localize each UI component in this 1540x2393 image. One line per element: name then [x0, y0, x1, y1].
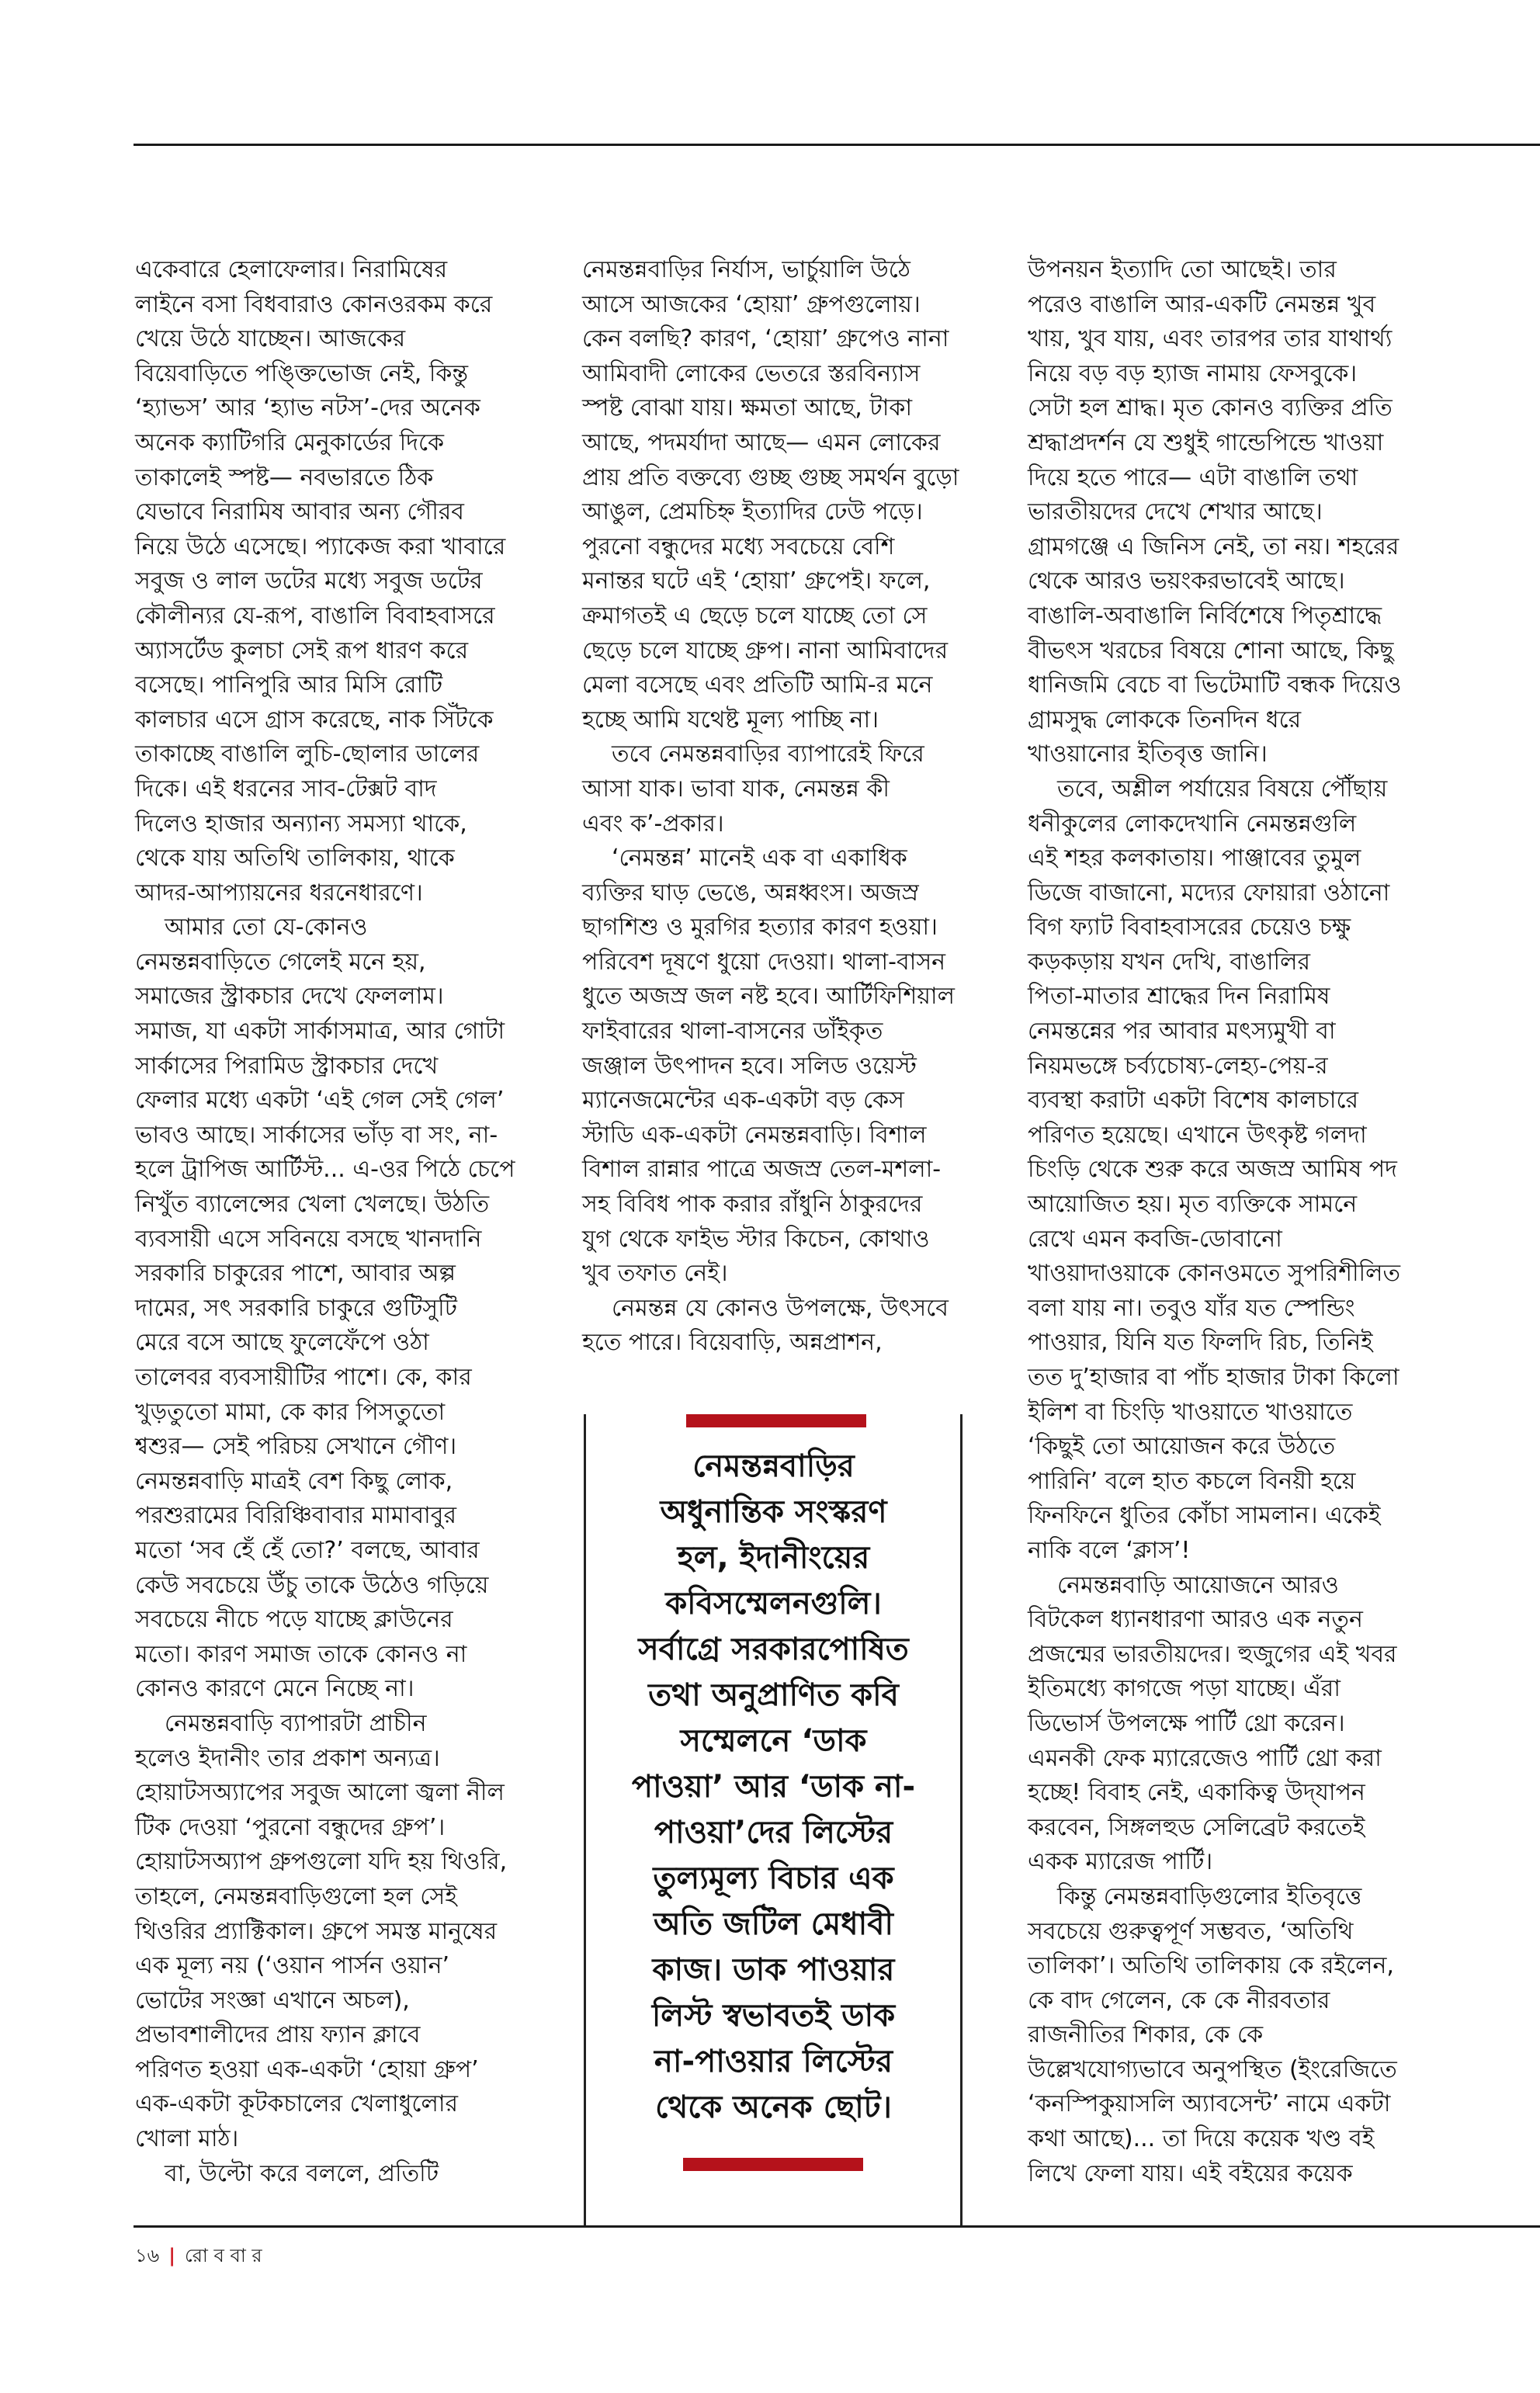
text-line: সবচেয়ে গুরুত্বপূর্ণ সম্ভবত, ‘অতিথি	[1028, 1917, 1354, 1945]
text-line: হতে পারে। বিয়েবাড়ি, অন্নপ্রাশন,	[582, 1329, 883, 1357]
text-line: কথা আছে)... তা দিয়ে কয়েক খণ্ড বই	[1028, 2125, 1375, 2153]
text-line: পরেও বাঙালি আর-একটি নেমন্তন্ন খুব	[1028, 290, 1376, 318]
text-line: অনেক ক্যাটিগরি মেনুকার্ডের দিকে	[135, 428, 445, 456]
text-line: আদর-আপ্যায়নের ধরনেধারণে।	[135, 879, 423, 907]
text-line: বাঙালি-অবাঙালি নির্বিশেষে পিতৃশ্রাদ্ধে	[1028, 602, 1382, 629]
text-line: শ্রদ্ধাপ্রদর্শন যে শুধুই গান্ডেপিন্ডে খাওয়া	[1028, 428, 1384, 456]
text-line: সেটা হল শ্রাদ্ধ। মৃত কোনও ব্যক্তির প্রতি	[1028, 394, 1393, 422]
text-line: অ্যাসর্টেড কুলচা সেই রূপ ধারণ করে	[135, 636, 469, 664]
text-line: ব্যবসায়ী এসে সবিনয়ে বসছে খানদানি	[135, 1225, 482, 1253]
text-line: ফেলার মধ্যে একটা ‘এই গেল সেই গেল’	[135, 1087, 505, 1115]
text-line: প্রায় প্রতি বক্তব্যে গুচ্ছ গুচ্ছ সমর্থন বুড়ো	[582, 463, 959, 491]
text-line: নেমন্তন্নবাড়ির নির্যাস, ভার্চুয়ালি উঠে	[582, 256, 910, 283]
text-line: পরিবেশ দূষণে ধুয়ো দেওয়া। থালা-বাসন	[582, 948, 946, 976]
text-line: নেমন্তন্নবাড়ি আয়োজনে আরও	[1057, 1571, 1339, 1599]
text-line: কোনও কারণে মেনে নিচ্ছে না।	[135, 1675, 414, 1703]
text-line: এক মূল্য নয় (‘ওয়ান পার্সন ওয়ান’	[135, 1952, 450, 1980]
text-line: সবুজ ও লাল ডটের মধ্যে সবুজ ডটের	[135, 567, 483, 595]
pull-quote	[586, 1444, 961, 2131]
text-line: তবে নেমন্তন্নবাড়ির ব্যাপারেই ফিরে	[612, 740, 924, 768]
text-line: সরকারি চাকুরের পাশে, আবার অল্প	[135, 1260, 456, 1288]
text-line: ইলিশ বা চিংড়ি খাওয়াতে খাওয়াতে	[1028, 1398, 1353, 1426]
pull-quote-line: তথা অনুপ্রাণিত কবি	[648, 1677, 899, 1713]
text-line: নেমন্তন্নের পর আবার মৎস্যমুখী বা	[1028, 1018, 1336, 1046]
text-line: দিয়ে হতে পারে— এটা বাঙালি তথা	[1028, 463, 1358, 491]
article-column-3	[1028, 253, 1431, 2191]
top-rule	[134, 144, 1540, 146]
text-line: স্পষ্ট বোঝা যায়। ক্ষমতা আছে, টাকা	[582, 394, 913, 422]
text-line: কড়কড়ায় যখন দেখি, বাঙালির	[1028, 948, 1310, 976]
text-line: রাজনীতির শিকার, কে কে	[1028, 2021, 1264, 2049]
text-line: খুড়তুতো মামা, কে কার পিসতুতো	[135, 1398, 446, 1426]
article-column-1	[135, 253, 539, 2191]
text-line: থিওরির প্র্যাক্টিকাল। গ্রুপে সমস্ত মানুষের	[135, 1917, 498, 1945]
text-line: বলা যায় না। তবুও যাঁর যত স্পেন্ডিং	[1028, 1294, 1355, 1322]
text-line: পরিণত হওয়া এক-একটা ‘হোয়া গ্রুপ’	[135, 2055, 479, 2083]
text-line: নিয়ে বড় বড় হ্যাজ নামায় ফেসবুকে।	[1028, 359, 1358, 387]
text-line: এই শহর কলকাতায়। পাঞ্জাবের তুমুল	[1028, 844, 1361, 872]
text-line: তাকালেই স্পষ্ট— নবভারতে ঠিক	[135, 463, 434, 491]
text-line: সমাজ, যা একটা সার্কাসমাত্র, আর গোটা	[135, 1018, 505, 1046]
article-column-2	[582, 253, 970, 1361]
text-line: বিটকেল ধ্যানধারণা আরও এক নতুন	[1028, 1606, 1363, 1634]
text-line: দিকে। এই ধরনের সাব-টেক্সট বাদ	[135, 775, 437, 803]
text-line: কিন্তু নেমন্তন্নবাড়িগুলোর ইতিবৃত্তে	[1057, 1882, 1362, 1910]
text-line: কৌলীন্যর যে-রূপ, বাঙালি বিবাহবাসরে	[135, 602, 495, 629]
text-line: খাওয়াদাওয়াকে কোনওমতে সুপরিশীলিত	[1028, 1260, 1400, 1288]
text-line: এমনকী ফেক ম্যারেজেও পার্টি থ্রো করা	[1028, 1744, 1382, 1772]
text-line: ভারতীয়দের দেখে শেখার আছে।	[1028, 498, 1323, 526]
text-line: দামের, সৎ সরকারি চাকুরে গুটিসুটি	[135, 1294, 458, 1322]
text-line: নিয়মভঙ্গে চর্ব্যচোষ্য-লেহ্য-পেয়-র	[1028, 1052, 1328, 1080]
text-line: হলেও ইদানীং তার প্রকাশ অন্যত্র।	[135, 1744, 440, 1772]
text-line: মতো ‘সব হেঁ হেঁ তো?’ বলছে, আবার	[135, 1536, 480, 1564]
text-line: নাকি বলে ‘ক্লাস’!	[1028, 1536, 1191, 1564]
pull-quote-line: পাওয়া’দের লিস্টের	[654, 1815, 893, 1850]
text-line: সবচেয়ে নীচে পড়ে যাচ্ছে ক্লাউনের	[135, 1606, 453, 1634]
pull-quote-line: কাজ। ডাক পাওয়ার	[652, 1952, 895, 1988]
text-line: ‘হ্যাভস’ আর ‘হ্যাভ নটস’-দের অনেক	[135, 394, 480, 422]
text-line: লিখে ফেলা যায়। এই বইয়ের কয়েক	[1028, 2159, 1353, 2187]
text-line: ভাবও আছে। সার্কাসের ভাঁড় বা সং, না-	[135, 1121, 498, 1149]
text-line: পিতা-মাতার শ্রাদ্ধের দিন নিরামিষ	[1028, 983, 1330, 1011]
page-footer	[135, 2242, 262, 2273]
text-line: তত দু’হাজার বা পাঁচ হাজার টাকা কিলো	[1028, 1364, 1400, 1391]
text-line: শ্বশুর— সেই পরিচয় সেখানে গৌণ।	[135, 1433, 457, 1461]
text-line: পাওয়ার, যিনি যত ফিলদি রিচ, তিনিই	[1028, 1329, 1373, 1357]
text-line: আসে আজকের ‘হোয়া’ গ্রুপগুলোয়।	[582, 290, 921, 318]
text-line: আঙুল, প্রেমচিহ্ন ইত্যাদির ঢেউ পড়ে।	[582, 498, 923, 526]
text-line: খুব তফাত নেই।	[582, 1260, 728, 1288]
text-line: পরিণত হয়েছে। এখানে উৎকৃষ্ট গলদা	[1028, 1121, 1367, 1149]
text-line: খায়, খুব যায়, এবং তারপর তার যাথার্থ্য	[1028, 325, 1393, 353]
text-line: ইতিমধ্যে কাগজে পড়া যাচ্ছে। এঁরা	[1028, 1675, 1341, 1703]
text-line: কালচার এসে গ্রাস করেছে, নাক সিঁটকে	[135, 706, 494, 734]
pull-quote-line: লিস্ট স্বভাবতই ডাক	[651, 1998, 896, 2034]
text-line: আয়োজিত হয়। মৃত ব্যক্তিকে সামনে	[1028, 1191, 1358, 1219]
text-line: দিলেও হাজার অন্যান্য সমস্যা থাকে,	[135, 810, 467, 838]
pull-quote-line: নেমন্তন্নবাড়ির	[692, 1448, 855, 1484]
pull-quote-top-bar	[686, 1414, 866, 1427]
text-line: লাইনে বসা বিধবারাও কোনওরকম করে	[135, 290, 493, 318]
text-line: ক্রমাগতই এ ছেড়ে চলে যাচ্ছে তো সে	[582, 602, 928, 629]
text-line: ম্যানেজমেন্টের এক-একটা বড় কেস	[582, 1087, 904, 1115]
text-line: যেভাবে নিরামিষ আবার অন্য গৌরব	[135, 498, 464, 526]
text-line: ‘নেমন্তন্ন’ মানেই এক বা একাধিক	[612, 844, 907, 872]
pull-quote-line: হল, ইদানীংয়ের	[677, 1540, 870, 1576]
pull-quote-line: কবিসম্মেলনগুলি।	[665, 1586, 882, 1621]
text-line: থেকে আরও ভয়ংকরভাবেই আছে।	[1028, 567, 1345, 595]
text-line: খেয়ে উঠে যাচ্ছেন। আজকের	[135, 325, 406, 353]
pull-quote-line: না-পাওয়ার লিস্টের	[654, 2044, 893, 2079]
text-line: সার্কাসের পিরামিড স্ট্রাকচার দেখে	[135, 1052, 439, 1080]
text-line: ‘কনস্পিকুয়াসলি অ্যাবসেন্ট’ নামে একটা	[1028, 2090, 1391, 2118]
text-line: হোয়াটসঅ্যাপ গ্রুপগুলো যদি হয় থিওরি,	[135, 1848, 508, 1876]
bottom-rule	[134, 2225, 1540, 2228]
text-line: নিখুঁত ব্যালেন্সের খেলা খেলছে। উঠতি	[135, 1191, 490, 1219]
text-line: তবে, অশ্লীল পর্যায়ের বিষয়ে পৌঁছায়	[1057, 775, 1388, 803]
text-line: বিশাল রান্নার পাত্রে অজস্র তেল-মশলা-	[582, 1156, 942, 1184]
text-line: হচ্ছে! বিবাহ নেই, একাকিত্ব উদ্‌যাপন	[1028, 1779, 1365, 1807]
text-line: পারিনি’ বলে হাত কচলে বিনয়ী হয়ে	[1028, 1467, 1356, 1495]
pull-quote-bottom-bar	[683, 2158, 863, 2171]
text-line: একক ম্যারেজ পার্টি।	[1028, 1848, 1213, 1876]
text-line: ব্যক্তির ঘাড় ভেঙে, অন্নধ্বংস। অজস্র	[582, 879, 919, 907]
text-line: ছাগশিশু ও মুরগির হত্যার কারণ হওয়া।	[582, 914, 938, 942]
text-line: বীভৎস খরচের বিষয়ে শোনা আছে, কিছু	[1028, 636, 1394, 664]
text-line: ডিভোর্স উপলক্ষে পার্টি থ্রো করেন।	[1028, 1709, 1345, 1737]
text-line: করবেন, সিঙ্গলহুড সেলিব্রেট করতেই	[1028, 1813, 1365, 1841]
text-line: উপনয়ন ইত্যাদি তো আছেই। তার	[1028, 256, 1337, 283]
text-line: প্রভাবশালীদের প্রায় ফ্যান ক্লাবে	[135, 2021, 421, 2049]
text-line: প্রজন্মের ভারতীয়দের। হুজুগের এই খবর	[1028, 1640, 1397, 1668]
text-line: সমাজের স্ট্রাকচার দেখে ফেললাম।	[135, 983, 444, 1011]
footer-separator: |	[168, 2245, 175, 2266]
text-line: ধুতে অজস্র জল নষ্ট হবে। আর্টিফিশিয়াল	[582, 983, 955, 1011]
text-line: বিগ ফ্যাট বিবাহবাসরের চেয়েও চক্ষু	[1028, 914, 1351, 942]
text-line: তালিকা’। অতিথি তালিকায় কে রইলেন,	[1028, 1952, 1394, 1980]
pull-quote-line: তুল্যমূল্য বিচার এক	[653, 1861, 894, 1896]
text-line: এবং ক’-প্রকার।	[582, 810, 724, 838]
text-line: মেলা বসেছে এবং প্রতিটি আমি-র মনে	[582, 671, 933, 699]
text-line: সহ বিবিধ পাক করার রাঁধুনি ঠাকুরদের	[582, 1191, 923, 1219]
text-line: থেকে যায় অতিথি তালিকায়, থাকে	[135, 844, 455, 872]
text-line: পুরনো বন্ধুদের মধ্যে সবচেয়ে বেশি	[582, 532, 895, 560]
text-line: তাহলে, নেমন্তন্নবাড়িগুলো হল সেই	[135, 1882, 457, 1910]
text-line: আসা যাক। ভাবা যাক, নেমন্তন্ন কী	[582, 775, 890, 803]
text-line: কে বাদ গেলেন, কে কে নীরবতার	[1028, 1986, 1330, 2014]
text-line: তাকাচ্ছে বাঙালি লুচি-ছোলার ডালের	[135, 740, 480, 768]
text-line: চিংড়ি থেকে শুরু করে অজস্র আমিষ পদ	[1028, 1156, 1397, 1184]
text-line: জঞ্জাল উৎপাদন হবে। সলিড ওয়েস্ট	[582, 1052, 917, 1080]
pull-quote-line: সর্বাগ্রে সরকারপোষিত	[638, 1632, 909, 1667]
text-line: মতো। কারণ সমাজ তাকে কোনও না	[135, 1640, 467, 1668]
text-line: হোয়াটসঅ্যাপের সবুজ আলো জ্বলা নীল	[135, 1779, 505, 1807]
text-line: নেমন্তন্নবাড়ি মাত্রই বেশ কিছু লোক,	[135, 1467, 453, 1495]
publication-name: রো ব বা র	[184, 2245, 262, 2266]
text-line: ভোটের সংজ্ঞা এখানে অচল),	[135, 1986, 410, 2014]
text-line: কেউ সবচেয়ে উঁচু তাকে উঠেও গড়িয়ে	[135, 1571, 489, 1599]
text-line: আছে, পদমর্যাদা আছে— এমন লোকের	[582, 428, 941, 456]
text-line: খাওয়ানোর ইতিবৃত্ত জানি।	[1028, 740, 1268, 768]
text-line: বিয়েবাড়িতে পঙ্ক্তিভোজ নেই, কিন্তু	[135, 359, 469, 387]
pull-quote-line: পাওয়া’ আর ‘ডাক না-	[631, 1769, 916, 1805]
text-line: নিয়ে উঠে এসেছে। প্যাকেজ করা খাবারে	[135, 532, 506, 560]
text-line: তালেবর ব্যবসায়ীটির পাশে। কে, কার	[135, 1364, 472, 1391]
text-line: বা, উল্টো করে বললে, প্রতিটি	[165, 2159, 439, 2187]
text-line: ফিনফিনে ধুতির কোঁচা সামলান। একেই	[1028, 1502, 1381, 1530]
text-line: খোলা মাঠ।	[135, 2125, 239, 2153]
text-line: আমিবাদী লোকের ভেতরে স্তরবিন্যাস	[582, 359, 921, 387]
pull-quote-line: অতি জটিল মেধাবী	[654, 1906, 893, 1942]
text-line: হচ্ছে আমি যথেষ্ট মূল্য পাচ্ছি না।	[582, 706, 879, 734]
text-line: ছেড়ে চলে যাচ্ছে গ্রুপ। নানা আমিবাদের	[582, 636, 949, 664]
pull-quote-line: থেকে অনেক ছোট।	[655, 2090, 892, 2125]
text-line: মনান্তর ঘটে এই ‘হোয়া’ গ্রুপেই। ফলে,	[582, 567, 931, 595]
text-line: ধনীকুলের লোকদেখানি নেমন্তন্নগুলি	[1028, 810, 1357, 838]
text-line: ডিজে বাজানো, মদ্যের ফোয়ারা ওঠানো	[1028, 879, 1390, 907]
text-line: গ্রামসুদ্ধ লোককে তিনদিন ধরে	[1028, 706, 1302, 734]
text-line: আমার তো যে-কোনও	[165, 914, 368, 942]
text-line: স্টাডি এক-একটা নেমন্তন্নবাড়ি। বিশাল	[582, 1121, 927, 1149]
text-line: হলে ট্রাপিজ আর্টিস্ট... এ-ওর পিঠে চেপে	[135, 1156, 515, 1184]
text-line: টিক দেওয়া ‘পুরনো বন্ধুদের গ্রুপ’।	[135, 1813, 446, 1841]
pull-quote-line: সম্মেলনে ‘ডাক	[680, 1723, 867, 1759]
text-line: ফাইবারের থালা-বাসনের ডাঁইকৃত	[582, 1018, 883, 1046]
text-line: পরশুরামের বিরিঞ্চিবাবার মামাবাবুর	[135, 1502, 456, 1530]
text-line: মেরে বসে আছে ফুলেফেঁপে ওঠা	[135, 1329, 429, 1357]
text-line: যুগ থেকে ফাইভ স্টার কিচেন, কোথাও	[582, 1225, 930, 1253]
text-line: এক-একটা কূটকচালের খেলাধুলোর	[135, 2090, 459, 2118]
text-line: রেখে এমন কবজি-ডোবানো	[1028, 1225, 1282, 1253]
text-line: গ্রামগঞ্জে এ জিনিস নেই, তা নয়। শহরের	[1028, 532, 1400, 560]
text-line: বসেছে। পানিপুরি আর মিসি রোটি	[135, 671, 443, 699]
text-line: ‘কিছুই তো আয়োজন করে উঠতে	[1028, 1433, 1336, 1461]
text-line: ব্যবস্থা করাটা একটা বিশেষ কালচারে	[1028, 1087, 1358, 1115]
text-line: একেবারে হেলাফেলার। নিরামিষের	[135, 256, 448, 283]
pull-quote-line: অধুনান্তিক সংস্করণ	[660, 1494, 887, 1530]
text-line: কেন বলছি? কারণ, ‘হোয়া’ গ্রুপেও নানা	[582, 325, 949, 353]
page-number: ১৬	[135, 2245, 160, 2266]
text-line: নেমন্তন্নবাড়ি ব্যাপারটা প্রাচীন	[165, 1709, 427, 1737]
text-line: ধানিজমি বেচে বা ভিটেমাটি বন্ধক দিয়েও	[1028, 671, 1402, 699]
text-line: নেমন্তন্নবাড়িতে গেলেই মনে হয়,	[135, 948, 426, 976]
text-line: নেমন্তন্ন যে কোনও উপলক্ষে, উৎসবে	[612, 1294, 949, 1322]
text-line: উল্লেখযোগ্যভাবে অনুপস্থিত (ইংরেজিতে	[1028, 2055, 1397, 2083]
